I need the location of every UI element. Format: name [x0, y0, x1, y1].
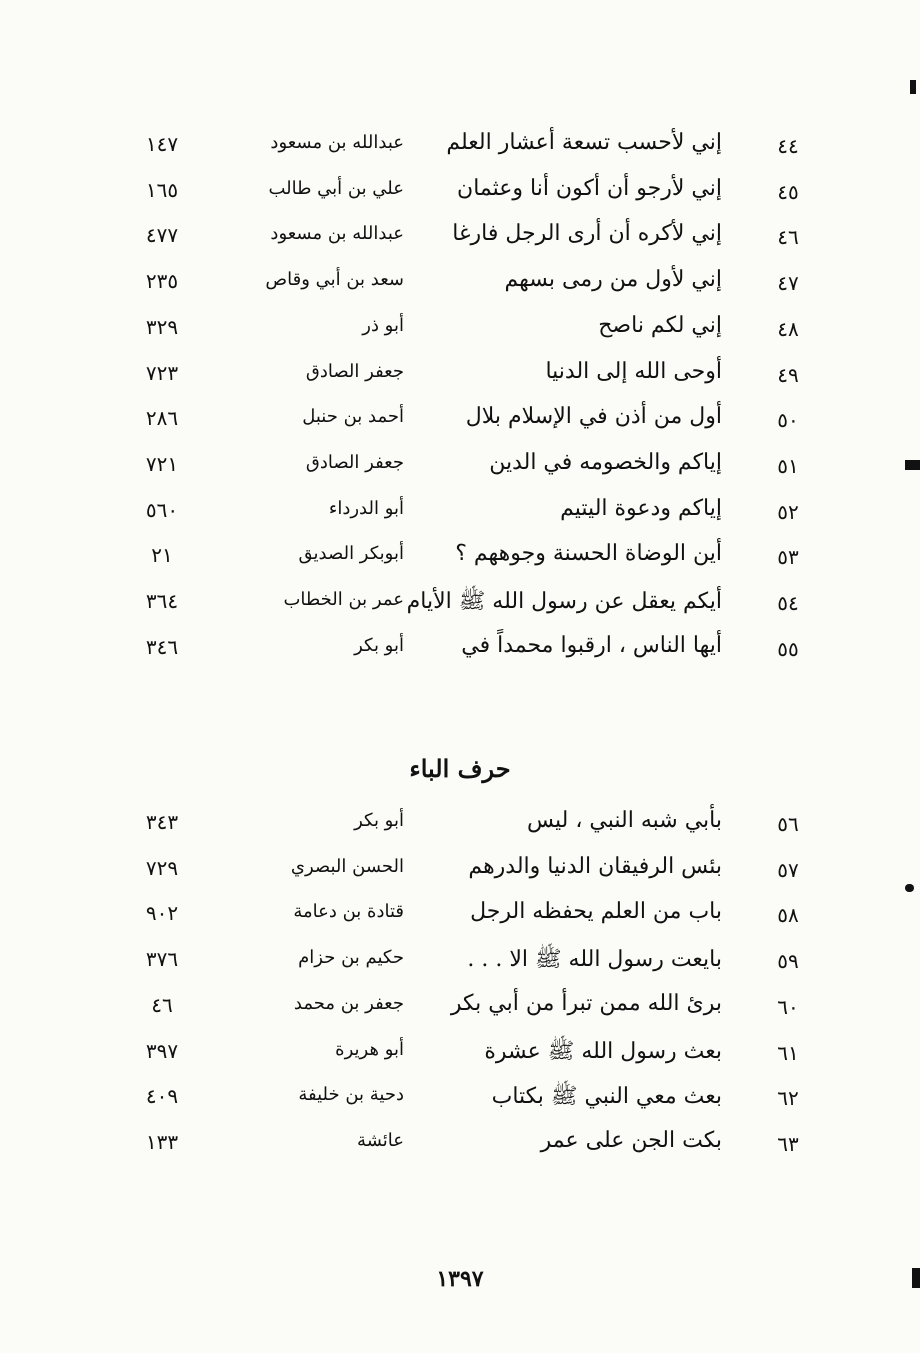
- entry-number: ٥٠: [777, 408, 799, 433]
- entry-phrase: إني لأكره أن أرى الرجل فارغا: [452, 221, 722, 247]
- entry-narrator: أحمد بن حنبل: [302, 406, 404, 428]
- entry-phrase: إني لأحسب تسعة أعشار العلم: [446, 130, 722, 155]
- index-entry: [0, 267, 920, 307]
- entry-page-reference: ٣٤٣: [145, 810, 179, 834]
- entry-phrase: باب من العلم يحفظه الرجل: [470, 899, 722, 925]
- entry-number: ٦١: [777, 1040, 799, 1065]
- entry-narrator: أبو بكر: [354, 810, 404, 831]
- entry-number: ٤٥: [777, 179, 799, 204]
- entry-page-reference: ٢١: [151, 543, 173, 568]
- entry-narrator: عبدالله بن مسعود: [270, 132, 404, 153]
- entry-narrator: عمر بن الخطاب: [283, 589, 404, 610]
- entry-narrator: أبو الدرداء: [328, 497, 404, 519]
- entry-phrase: إياكم والخصومه في الدين: [489, 449, 722, 475]
- index-entry: [0, 450, 920, 490]
- index-entry: [0, 496, 920, 536]
- edge-mark-middle: [905, 460, 920, 470]
- entry-narrator: الحسن البصري: [290, 855, 404, 877]
- entry-page-reference: ١٣٣: [145, 1129, 179, 1154]
- index-entry: [0, 176, 920, 216]
- entry-narrator: عبدالله بن مسعود: [270, 223, 404, 245]
- entry-phrase: بأبي شبه النبي ، ليس: [526, 808, 722, 833]
- edge-mark-lower: [905, 884, 914, 892]
- entry-phrase: أيها الناس ، ارقبوا محمداً في: [461, 632, 722, 658]
- entry-phrase: إني لكم ناصح: [598, 312, 722, 338]
- entry-number: ٦٠: [777, 994, 799, 1019]
- entry-narrator: أبو ذر: [362, 314, 404, 336]
- entry-phrase: بعث رسول الله ﷺ عشرة: [484, 1038, 722, 1064]
- entry-number: ٥٨: [777, 903, 799, 928]
- entry-narrator: أبو بكر: [354, 634, 404, 656]
- entry-number: ٥٤: [777, 591, 799, 615]
- entry-page-reference: ٤٦: [151, 992, 173, 1017]
- index-entry: [0, 587, 920, 627]
- entry-page-reference: ٣٢٩: [145, 314, 179, 339]
- entry-narrator: أبوبكر الصديق: [298, 543, 404, 565]
- entry-number: ٥٩: [777, 949, 799, 974]
- entry-phrase: بعث معي النبي ﷺ بكتاب: [491, 1084, 722, 1110]
- entry-page-reference: ٣٦٤: [145, 589, 179, 613]
- entry-phrase: برئ الله ممن تبرأ من أبي بكر: [450, 990, 722, 1016]
- entry-number: ٥٣: [777, 545, 799, 570]
- entry-page-reference: ١٦٥: [145, 177, 179, 202]
- entry-number: ٦٣: [777, 1131, 799, 1156]
- entry-number: ٤٩: [777, 362, 799, 387]
- entry-page-reference: ٥٦٠: [145, 497, 179, 522]
- entry-page-reference: ٢٣٥: [145, 269, 179, 294]
- entry-phrase: بايعت رسول الله ﷺ الا . . .: [467, 947, 722, 973]
- entry-page-reference: ٧٢١: [145, 451, 179, 476]
- entry-page-reference: ٢٨٦: [145, 406, 179, 431]
- index-entry: [0, 991, 920, 1031]
- entry-phrase: بكت الجن على عمر: [540, 1127, 722, 1153]
- entry-number: ٥٥: [777, 636, 799, 661]
- entry-page-reference: ١٤٧: [145, 132, 179, 156]
- index-entry: [0, 359, 920, 399]
- entry-number: ٤٦: [777, 225, 799, 250]
- entry-page-reference: ٧٢٣: [145, 360, 179, 385]
- entry-phrase: أيكم يعقل عن رسول الله ﷺ الأيام: [406, 589, 722, 614]
- entry-phrase: إني لأول من رمى بسهم: [504, 267, 722, 293]
- entry-number: ٤٧: [777, 271, 799, 296]
- index-entry: [0, 313, 920, 353]
- entry-number: ٥٢: [777, 499, 799, 524]
- index-entry: [0, 945, 920, 985]
- entry-phrase: أين الوضاة الحسنة وجوههم ؟: [455, 541, 722, 567]
- section-heading: حرف الباء: [409, 754, 511, 783]
- entry-narrator: عائشة: [357, 1129, 404, 1151]
- index-entry: [0, 1128, 920, 1168]
- entry-page-reference: ٩٠٢: [145, 901, 179, 926]
- edge-mark-top: [910, 80, 916, 94]
- entry-narrator: حكيم بن حزام: [298, 947, 404, 969]
- index-entry: [0, 854, 920, 894]
- entry-number: ٦٢: [777, 1086, 799, 1111]
- index-entry: [0, 808, 920, 848]
- entry-phrase: إني لأرجو أن أكون أنا وعثمان: [457, 175, 722, 201]
- index-entry: [0, 130, 920, 170]
- entry-number: ٤٨: [777, 316, 799, 341]
- entry-number: ٥٧: [777, 857, 799, 882]
- index-entry: [0, 1037, 920, 1077]
- index-entry: [0, 404, 920, 444]
- entry-phrase: أوحى الله إلى الدنيا: [545, 358, 722, 384]
- entry-number: ٥٦: [777, 812, 799, 836]
- entry-phrase: أول من أذن في الإسلام بلال: [465, 404, 722, 430]
- entry-narrator: أبو هريرة: [335, 1038, 404, 1060]
- page-number: ١٣٩٧: [436, 1266, 484, 1292]
- entry-narrator: جعفر الصادق: [305, 360, 404, 382]
- entry-page-reference: ٤٠٩: [145, 1084, 179, 1109]
- entry-page-reference: ٤٧٧: [145, 223, 179, 248]
- index-entry: [0, 899, 920, 939]
- entry-narrator: قتادة بن دعامة: [293, 901, 404, 923]
- edge-mark-bottom: [912, 1268, 920, 1288]
- entry-page-reference: ٣٤٦: [145, 634, 179, 659]
- entry-narrator: سعد بن أبي وقاص: [265, 269, 404, 291]
- index-entry: [0, 541, 920, 581]
- index-entry: [0, 633, 920, 673]
- entry-number: ٤٤: [777, 134, 799, 158]
- entry-narrator: علي بن أبي طالب: [268, 177, 404, 199]
- entry-narrator: جعفر بن محمد: [293, 992, 404, 1014]
- entry-number: ٥١: [777, 453, 799, 478]
- entry-phrase: إياكم ودعوة اليتيم: [560, 495, 722, 521]
- entry-page-reference: ٧٢٩: [145, 855, 179, 880]
- entry-narrator: دحية بن خليفة: [298, 1084, 404, 1106]
- entry-phrase: بئس الرفيقان الدنيا والدرهم: [468, 853, 722, 879]
- index-entry: [0, 221, 920, 261]
- entry-page-reference: ٣٧٦: [145, 947, 179, 972]
- index-entry: [0, 1082, 920, 1122]
- entry-page-reference: ٣٩٧: [145, 1038, 179, 1063]
- entry-narrator: جعفر الصادق: [305, 451, 404, 473]
